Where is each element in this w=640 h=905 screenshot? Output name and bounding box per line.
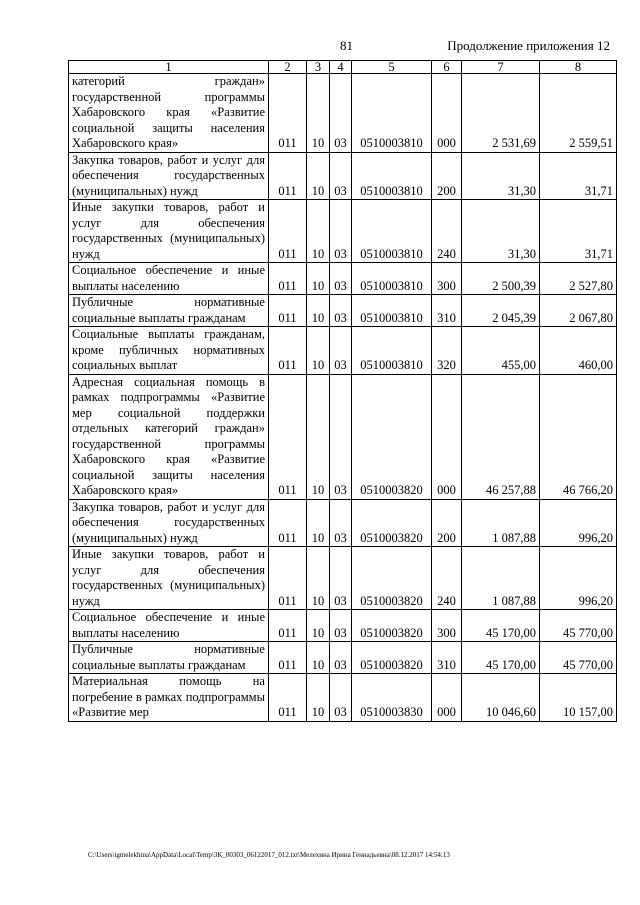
table-row: [69, 642, 617, 674]
subsection-cell: 03: [330, 547, 352, 610]
table-row: [69, 74, 617, 153]
amount-year2-cell: 996,20: [540, 547, 617, 610]
ministry-code-cell: 011: [269, 374, 307, 499]
column-number-row: [69, 61, 617, 74]
expense-type-cell: 200: [432, 499, 462, 547]
amount-year1-cell: 46 257,88: [462, 374, 540, 499]
ministry-code-cell: 011: [269, 547, 307, 610]
target-article-cell: 0510003820: [352, 610, 432, 642]
expense-type-cell: 320: [432, 327, 462, 375]
amount-year1-cell: 31,30: [462, 200, 540, 263]
row-name-cell: Публичные нормативные социальные выплаты гражданам: [69, 642, 269, 674]
section-cell: 10: [307, 374, 330, 499]
ministry-code-cell: 011: [269, 152, 307, 200]
row-name-cell: Социальное обеспечение и иные выплаты населению: [69, 263, 269, 295]
ministry-code-cell: 011: [269, 642, 307, 674]
subsection-cell: 03: [330, 327, 352, 375]
target-article-cell: 0510003820: [352, 499, 432, 547]
expense-type-cell: 000: [432, 74, 462, 153]
amount-year2-cell: 2 067,80: [540, 295, 617, 327]
subsection-cell: 03: [330, 374, 352, 499]
table-row: [69, 295, 617, 327]
target-article-cell: 0510003820: [352, 547, 432, 610]
expense-type-cell: 300: [432, 610, 462, 642]
table-row: [69, 674, 617, 722]
table-row: [69, 152, 617, 200]
section-cell: 10: [307, 547, 330, 610]
target-article-cell: 0510003810: [352, 295, 432, 327]
expense-type-cell: 240: [432, 200, 462, 263]
amount-year1-cell: 31,30: [462, 152, 540, 200]
column-header: 8: [540, 61, 617, 74]
footer-file-path: C:\Users\igmelekhina\AppData\Local\Temp\3K_00303_06122017_012.txt\Мелехина Ирина Геннадьевна\08.12.2017 14:54:13: [88, 851, 450, 859]
column-header: 5: [352, 61, 432, 74]
subsection-cell: 03: [330, 295, 352, 327]
target-article-cell: 0510003810: [352, 263, 432, 295]
amount-year2-cell: 10 157,00: [540, 674, 617, 722]
column-header: 6: [432, 61, 462, 74]
subsection-cell: 03: [330, 74, 352, 153]
section-cell: 10: [307, 642, 330, 674]
expense-type-cell: 000: [432, 674, 462, 722]
ministry-code-cell: 011: [269, 674, 307, 722]
table-row: [69, 263, 617, 295]
target-article-cell: 0510003830: [352, 674, 432, 722]
amount-year1-cell: 2 500,39: [462, 263, 540, 295]
target-article-cell: 0510003810: [352, 74, 432, 153]
table-row: [69, 547, 617, 610]
expense-type-cell: 310: [432, 295, 462, 327]
row-name-cell: категорий граждан» государственной программы Хабаровского края «Развитие социальной защиты населения Хабаровского края»: [69, 74, 269, 153]
table-row: [69, 499, 617, 547]
column-header: 7: [462, 61, 540, 74]
target-article-cell: 0510003810: [352, 152, 432, 200]
page-number: 81: [340, 38, 353, 53]
budget-table: [68, 60, 617, 722]
expense-type-cell: 240: [432, 547, 462, 610]
section-cell: 10: [307, 74, 330, 153]
amount-year2-cell: 31,71: [540, 152, 617, 200]
row-name-cell: Социальные выплаты гражданам, кроме публичных нормативных социальных выплат: [69, 327, 269, 375]
row-name-cell: Публичные нормативные социальные выплаты гражданам: [69, 295, 269, 327]
subsection-cell: 03: [330, 674, 352, 722]
amount-year2-cell: 45 770,00: [540, 642, 617, 674]
amount-year1-cell: 1 087,88: [462, 499, 540, 547]
amount-year2-cell: 2 559,51: [540, 74, 617, 153]
row-name-cell: Иные закупки товаров, работ и услуг для обеспечения государственных (муниципальных) нужд: [69, 200, 269, 263]
subsection-cell: 03: [330, 200, 352, 263]
subsection-cell: 03: [330, 499, 352, 547]
amount-year2-cell: 996,20: [540, 499, 617, 547]
target-article-cell: 0510003810: [352, 327, 432, 375]
subsection-cell: 03: [330, 610, 352, 642]
ministry-code-cell: 011: [269, 263, 307, 295]
subsection-cell: 03: [330, 152, 352, 200]
amount-year2-cell: 31,71: [540, 200, 617, 263]
expense-type-cell: 300: [432, 263, 462, 295]
column-header: 4: [330, 61, 352, 74]
column-header: 2: [269, 61, 307, 74]
table-row: [69, 327, 617, 375]
column-header: 3: [307, 61, 330, 74]
table-row: [69, 200, 617, 263]
ministry-code-cell: 011: [269, 610, 307, 642]
expense-type-cell: 200: [432, 152, 462, 200]
ministry-code-cell: 011: [269, 74, 307, 153]
section-cell: 10: [307, 610, 330, 642]
amount-year1-cell: 1 087,88: [462, 547, 540, 610]
expense-type-cell: 000: [432, 374, 462, 499]
amount-year1-cell: 2 045,39: [462, 295, 540, 327]
ministry-code-cell: 011: [269, 200, 307, 263]
row-name-cell: Адресная социальная помощь в рамках подпрограммы «Развитие мер социальной поддержки отдельных категорий граждан» государственной программы Хабаровского края «Развитие социальной защиты населения Хабаровского края»: [69, 374, 269, 499]
row-name-cell: Материальная помощь на погребение в рамках подпрограммы «Развитие мер: [69, 674, 269, 722]
subsection-cell: 03: [330, 642, 352, 674]
row-name-cell: Закупка товаров, работ и услуг для обеспечения государственных (муниципальных) нужд: [69, 499, 269, 547]
amount-year2-cell: 2 527,80: [540, 263, 617, 295]
section-cell: 10: [307, 674, 330, 722]
table-row: [69, 610, 617, 642]
ministry-code-cell: 011: [269, 327, 307, 375]
target-article-cell: 0510003820: [352, 374, 432, 499]
section-cell: 10: [307, 200, 330, 263]
ministry-code-cell: 011: [269, 295, 307, 327]
target-article-cell: 0510003810: [352, 200, 432, 263]
subsection-cell: 03: [330, 263, 352, 295]
section-cell: 10: [307, 295, 330, 327]
table-row: [69, 374, 617, 499]
section-cell: 10: [307, 327, 330, 375]
amount-year1-cell: 10 046,60: [462, 674, 540, 722]
row-name-cell: Социальное обеспечение и иные выплаты населению: [69, 610, 269, 642]
section-cell: 10: [307, 152, 330, 200]
amount-year2-cell: 45 770,00: [540, 610, 617, 642]
section-cell: 10: [307, 499, 330, 547]
amount-year2-cell: 46 766,20: [540, 374, 617, 499]
amount-year1-cell: 2 531,69: [462, 74, 540, 153]
amount-year1-cell: 45 170,00: [462, 642, 540, 674]
amount-year1-cell: 455,00: [462, 327, 540, 375]
expense-type-cell: 310: [432, 642, 462, 674]
amount-year2-cell: 460,00: [540, 327, 617, 375]
row-name-cell: Иные закупки товаров, работ и услуг для обеспечения государственных (муниципальных) нужд: [69, 547, 269, 610]
section-cell: 10: [307, 263, 330, 295]
amount-year1-cell: 45 170,00: [462, 610, 540, 642]
column-header: 1: [69, 61, 269, 74]
row-name-cell: Закупка товаров, работ и услуг для обеспечения государственных (муниципальных) нужд: [69, 152, 269, 200]
target-article-cell: 0510003820: [352, 642, 432, 674]
continuation-label: Продолжение приложения 12: [447, 38, 610, 53]
ministry-code-cell: 011: [269, 499, 307, 547]
